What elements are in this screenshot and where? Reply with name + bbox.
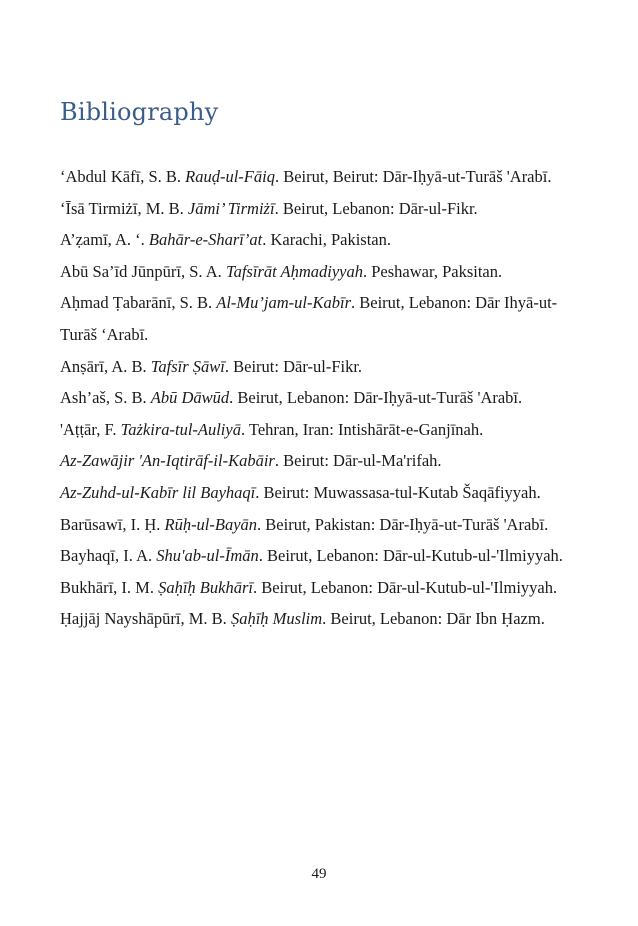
- entry-author: Ḥajjāj Nayshāpūrī, M. B.: [60, 609, 231, 629]
- entry-publication: . Beirut: Muwassasa-tul-Kutab Šaqāfiyyah.: [255, 482, 541, 502]
- entry-publication: . Beirut, Lebanon: Dār Ibn Ḥazm.: [322, 609, 545, 629]
- bibliography-entry: [60, 414, 580, 446]
- entry-title: Az-Zawājir 'An-Iqtirāf-il-Kabāir: [60, 451, 275, 471]
- entry-author: Bayhaqī, I. A.: [60, 546, 157, 566]
- entry-publication: . Beirut: Dār-ul-Ma'rifah.: [274, 451, 442, 471]
- bibliography-entry: [60, 287, 580, 350]
- entry-title: Rūḥ-ul-Bayān: [164, 514, 258, 534]
- bibliography-entry: [60, 477, 580, 509]
- bibliography-entry: [60, 382, 580, 414]
- entry-publication: . Karachi, Pakistan.: [262, 230, 391, 250]
- entry-author: Anṣārī, A. B.: [60, 356, 151, 376]
- entry-publication: . Beirut, Lebanon: Dār-ul-Fikr.: [274, 198, 478, 218]
- entry-author: ʻAbdul Kāfī, S. B.: [60, 167, 186, 186]
- entry-title: Abū Dāwūd: [150, 388, 230, 408]
- entry-title: Al-Mu’jam-ul-Kabīr: [216, 293, 351, 313]
- entry-author: 'Aṭṭār, F.: [60, 419, 121, 439]
- bibliography-entry: [60, 161, 580, 193]
- entry-title: Shu'ab-ul-Īmān: [156, 546, 259, 566]
- entry-author: A’ẓamī, A. ʻ.: [60, 230, 149, 250]
- page-number: 49: [311, 866, 327, 882]
- entry-publication: . Beirut, Pakistan: Dār-Iḥyā-ut-Turāš 'Arabī.: [257, 514, 549, 534]
- bibliography-entry: [60, 256, 580, 288]
- entry-title: Tafsīrāt Aḥmadiyyah: [225, 261, 363, 281]
- entry-publication: . Beirut, Lebanon: Dār-ul-Kutub-ul-'Ilmiyyah.: [258, 546, 563, 566]
- entry-author: Barūsawī, I. Ḥ.: [60, 514, 165, 534]
- entry-title: Tafsīr Ṣāwī: [150, 356, 225, 376]
- entry-title: Az-Zuhd-ul-Kabīr lil Bayhaqī: [60, 482, 256, 502]
- entry-author: Aḥmad Ṭabarānī, S. B.: [60, 293, 217, 313]
- bibliography-entry: [60, 351, 580, 383]
- entry-publication: . Tehran, Iran: Intishārāt-e-Ganjīnah.: [240, 419, 484, 439]
- entry-title: Jāmi’ Tirmiżī: [187, 198, 275, 218]
- entry-title: Ṣaḥīḥ Bukhārī: [158, 577, 253, 597]
- bibliography-entry: [60, 445, 580, 477]
- entry-publication: . Beirut: Dār-ul-Fikr.: [224, 356, 363, 376]
- entry-publication: . Beirut, Lebanon: Dār-ul-Kutub-ul-'Ilmiyyah.: [252, 577, 558, 597]
- entry-publication: . Beirut, Lebanon: Dār-Iḥyā-ut-Turāš 'Arabī.: [229, 388, 523, 408]
- page-heading: Bibliography: [60, 98, 219, 126]
- entry-author: ʻĪsā Tirmiżī, M. B.: [60, 198, 188, 218]
- bibliography-entry: [60, 193, 580, 225]
- entry-publication: . Beirut, Lebanon: Dār Ihyā-ut-Turāš ʻArabī.: [60, 293, 558, 344]
- entry-title: Rauḍ-ul-Fāiq: [185, 167, 275, 186]
- bibliography-entry: [60, 509, 580, 541]
- entry-publication: . Beirut, Beirut: Dār-Iḥyā-ut-Turāš 'Arabī.: [274, 167, 552, 186]
- entry-author: Bukhārī, I. M.: [60, 577, 159, 597]
- bibliography-entry: [60, 224, 580, 256]
- bibliography-entry: [60, 603, 580, 635]
- entry-title: Bahār-e-Sharī’at: [148, 230, 263, 250]
- entry-author: Ash’aš, S. B.: [60, 388, 151, 408]
- entry-author: Abū Sa’īd Jūnpūrī, S. A.: [60, 261, 226, 281]
- entry-publication: . Peshawar, Paksitan.: [363, 261, 503, 281]
- entry-title: Ṣaḥīḥ Muslim: [230, 609, 323, 629]
- bibliography-list: [60, 161, 580, 635]
- bibliography-entry: [60, 540, 580, 572]
- bibliography-entry: [60, 572, 580, 604]
- entry-title: Tażkira-tul-Auliyā: [120, 419, 241, 439]
